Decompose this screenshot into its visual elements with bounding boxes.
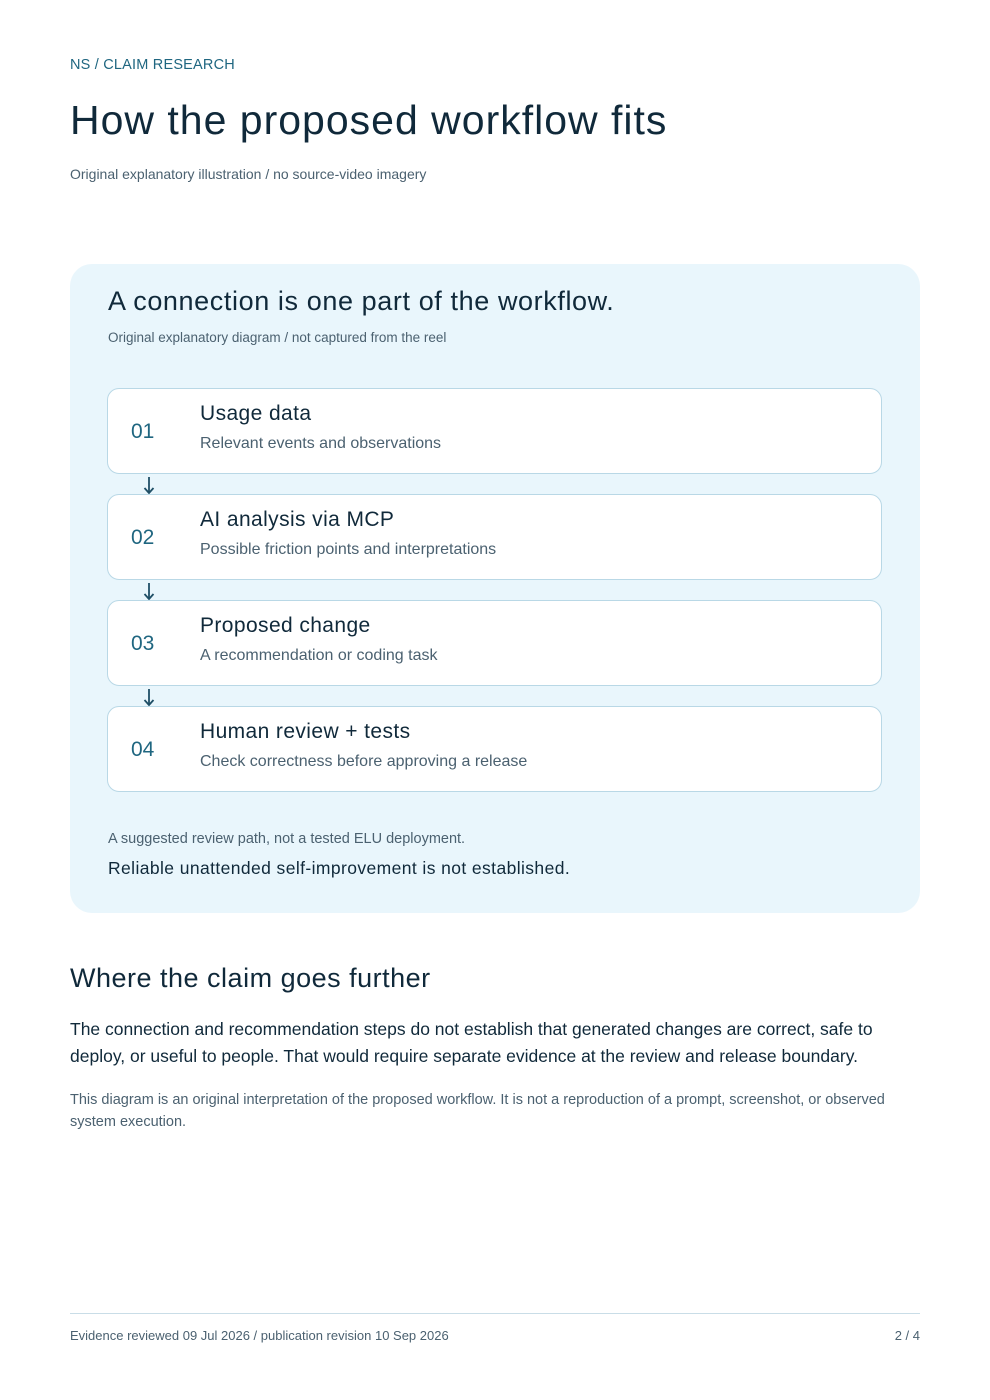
step-number: 02: [131, 526, 155, 549]
footer-revision-info: Evidence reviewed 09 Jul 2026 / publication revision 10 Sep 2026: [70, 1328, 449, 1343]
section-body: The connection and recommendation steps do not establish that generated changes are correct, safe to deploy, or useful to people. That would require separate evidence at the review and release boundary.: [70, 1019, 873, 1066]
arrow-down-icon: [142, 688, 156, 708]
arrow-down-icon: [142, 582, 156, 602]
arrow-down-icon: [142, 476, 156, 496]
section-fine-print: This diagram is an original interpretation of the proposed workflow. It is not a reproduction of a prompt, screenshot, or observed system execution.: [70, 1092, 885, 1130]
step-number: 03: [131, 632, 155, 655]
diagram-subtitle: Original explanatory diagram / not captured from the reel: [108, 330, 447, 345]
document-page: [70, 0, 920, 1400]
step-description: Possible friction points and interpretations: [200, 541, 497, 558]
step-title: AI analysis via MCP: [200, 508, 395, 531]
page-title: How the proposed workflow fits: [70, 97, 668, 143]
section-title: Where the claim goes further: [70, 963, 431, 993]
workflow-panel: [70, 264, 920, 913]
workflow-step-ai-analysis: [107, 494, 882, 580]
workflow-step-human-review: [107, 706, 882, 792]
page-number: 2 / 4: [894, 1328, 920, 1343]
kicker-label: NS / CLAIM RESEARCH: [70, 57, 235, 73]
step-number: 01: [131, 420, 155, 443]
step-description: Relevant events and observations: [200, 435, 442, 452]
step-description: Check correctness before approving a release: [200, 753, 528, 770]
workflow-step-proposed-change: [107, 600, 882, 686]
diagram-note: A suggested review path, not a tested ELU deployment.: [108, 831, 466, 847]
step-number: 04: [131, 738, 155, 761]
step-title: Human review + tests: [200, 720, 411, 743]
diagram-title: A connection is one part of the workflow.: [108, 286, 615, 316]
workflow-step-usage-data: [107, 388, 882, 474]
page-subtitle: Original explanatory illustration / no source-video imagery: [70, 166, 427, 182]
footer-divider: [70, 1313, 920, 1314]
diagram-emphasis: Reliable unattended self-improvement is not established.: [108, 858, 571, 878]
step-description: A recommendation or coding task: [200, 647, 438, 664]
step-title: Usage data: [200, 402, 312, 425]
step-title: Proposed change: [200, 614, 371, 637]
